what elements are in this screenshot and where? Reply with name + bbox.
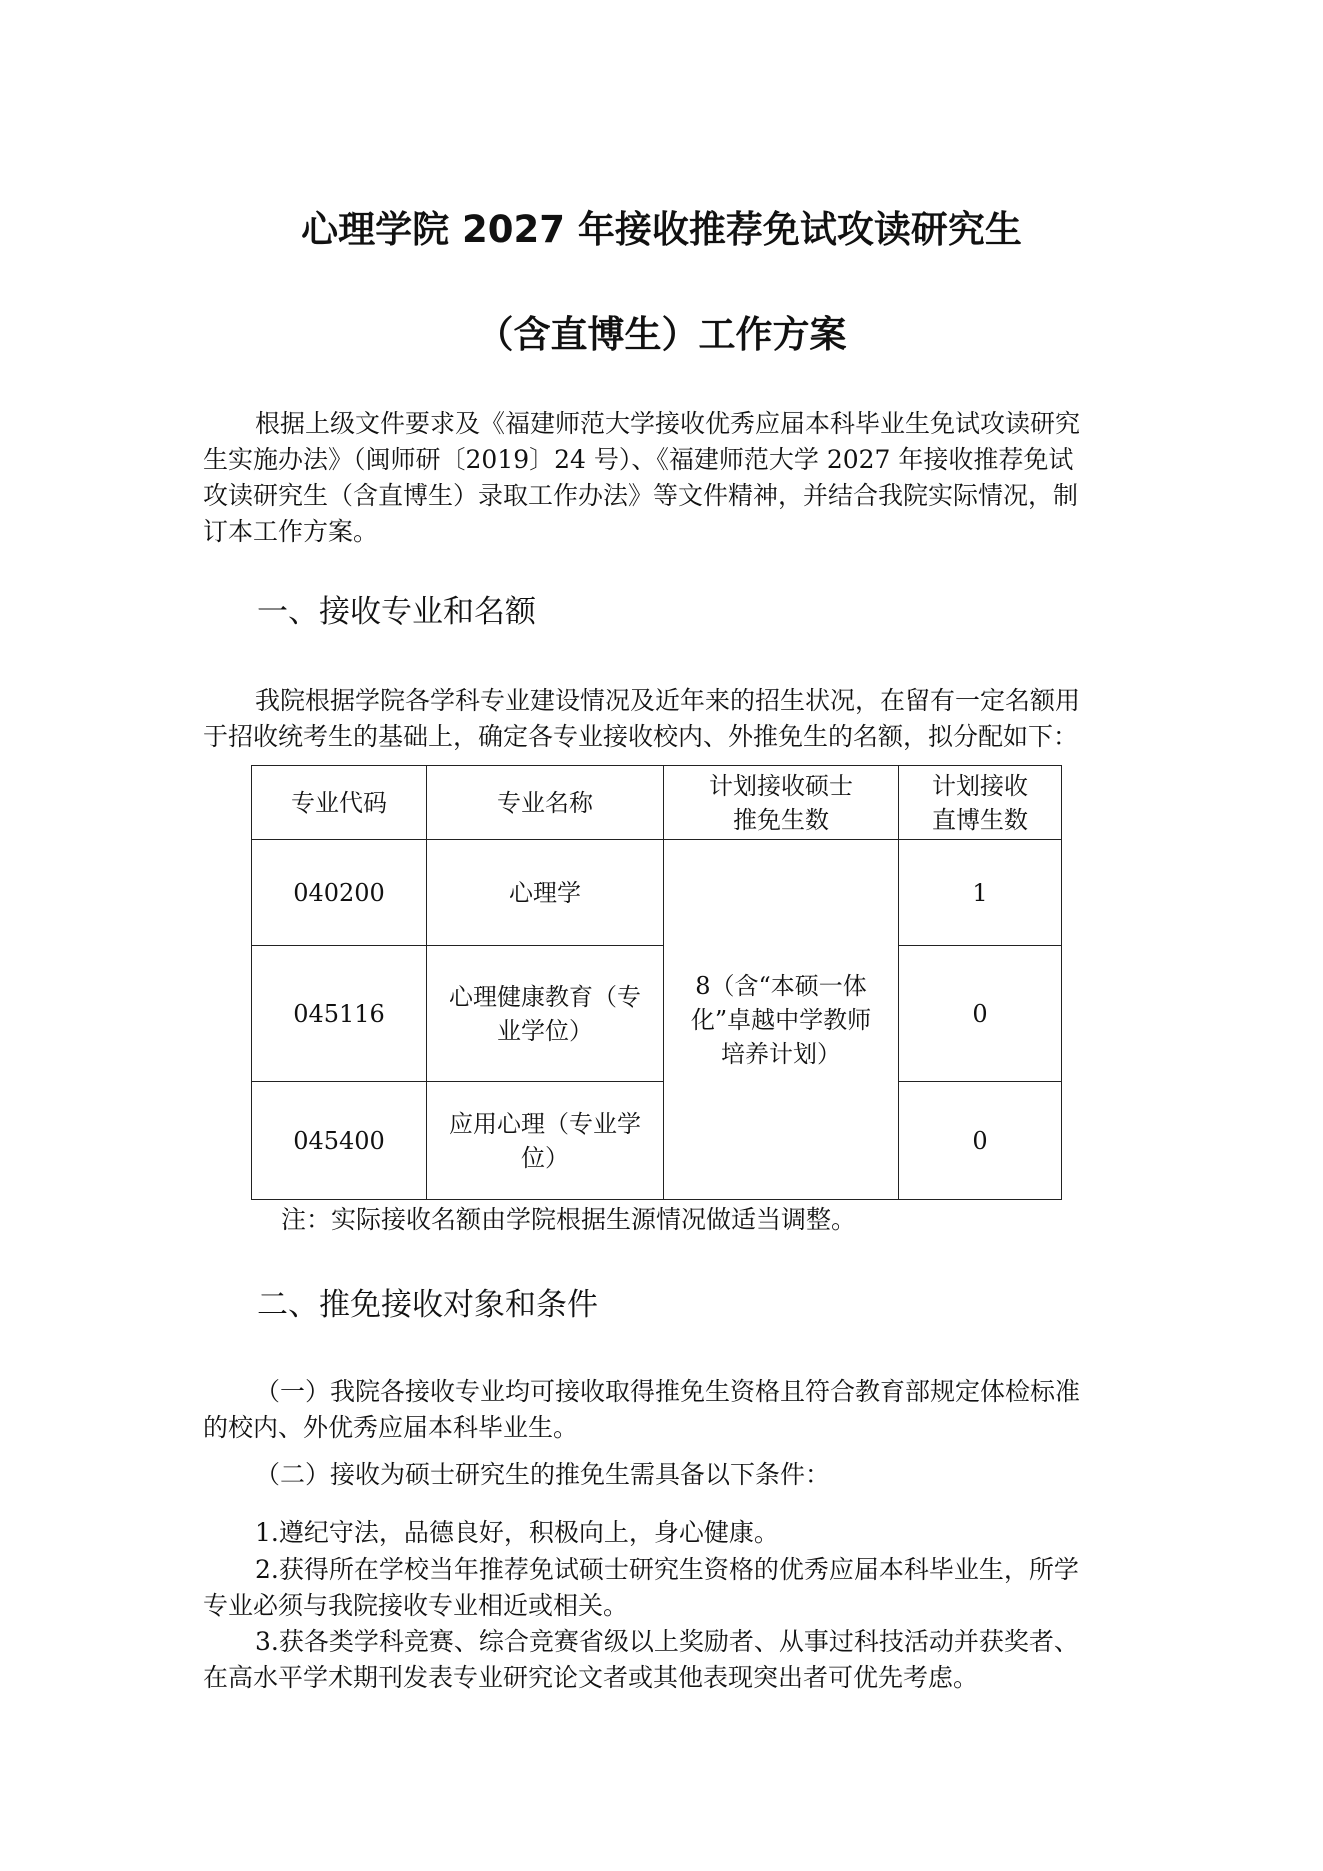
condition-line: 专业必须与我院接收专业相近或相关。: [203, 1591, 629, 1620]
cell-code: 045400: [252, 1082, 427, 1200]
doc-title-line1: 心理学院 2027 年接收推荐免试攻读研究生: [301, 208, 1022, 251]
condition-line: 在高水平学术期刊发表专业研究论文者或其他表现突出者可优先考虑。: [203, 1663, 979, 1692]
cell-name-line: 业学位）: [497, 1016, 593, 1045]
section2-heading: 二、推免接收对象和条件: [257, 1287, 598, 1323]
intro-line: 生实施办法》（闽师研〔2019〕24 号）、《福建师范大学 2027 年接收推荐免试: [203, 445, 1074, 474]
intro-paragraph: [203, 406, 1127, 550]
header-text: 专业名称: [497, 788, 593, 817]
merged-line: 培养计划）: [721, 1039, 841, 1068]
cell-code: 045116: [252, 946, 427, 1082]
doc-title-line2: （含直博生）工作方案: [476, 313, 847, 356]
cell-name-line: 位）: [521, 1143, 569, 1172]
cell-phd: 0: [899, 946, 1062, 1082]
s2-paragraph-2: [203, 1457, 1127, 1493]
section1-line: 于招收统考生的基础上，确定各专业接收校内、外推免生的名额，拟分配如下：: [203, 722, 1079, 751]
merged-line: 8（含“本硕一体: [695, 971, 867, 1000]
header-master-quota: [664, 766, 899, 840]
s2-line: 的校内、外优秀应届本科毕业生。: [203, 1413, 579, 1442]
cell-name-line: 应用心理（专业学: [449, 1109, 641, 1138]
cell-name: [427, 946, 664, 1082]
s2-line: （一）我院各接收专业均可接收取得推免生资格且符合教育部规定体检标准: [255, 1377, 1081, 1406]
intro-line: 根据上级文件要求及《福建师范大学接收优秀应届本科毕业生免试攻读研究: [255, 409, 1081, 438]
cell-name-line: 心理健康教育（专: [449, 982, 641, 1011]
s2-line: （二）接收为硕士研究生的推免生需具备以下条件：: [255, 1460, 831, 1489]
section1-line: 我院根据学院各学科专业建设情况及近年来的招生状况，在留有一定名额用: [255, 686, 1081, 715]
merged-line: 化”卓越中学教师: [690, 1005, 872, 1034]
s2-paragraph-1: [203, 1374, 1127, 1446]
condition-line: 2.获得所在学校当年推荐免试硕士研究生资格的优秀应届本科毕业生，所学: [255, 1555, 1079, 1584]
condition-line: 3.获各类学科竞赛、综合竞赛省级以上奖励者、从事过科技活动并获奖者、: [255, 1627, 1079, 1656]
table-header-row: [252, 766, 1062, 840]
condition-3: [203, 1624, 1127, 1696]
intro-line: 订本工作方案。: [203, 517, 379, 546]
header-code: [252, 766, 427, 840]
cell-phd: 1: [899, 840, 1062, 946]
cell-name: [427, 840, 664, 946]
table-row: [252, 1082, 1062, 1200]
condition-2: [203, 1552, 1127, 1624]
table-row: [252, 840, 1062, 946]
table-note: 注：实际接收名额由学院根据生源情况做适当调整。: [281, 1205, 857, 1234]
header-phd-quota: [899, 766, 1062, 840]
cell-master-quota-merged: [664, 840, 899, 1200]
condition-line: 1.遵纪守法，品德良好，积极向上，身心健康。: [255, 1518, 779, 1547]
header-text: 推免生数: [733, 805, 829, 834]
section1-heading: 一、接收专业和名额: [257, 594, 536, 630]
condition-1: [203, 1515, 1127, 1551]
cell-name-line: 心理学: [509, 878, 581, 907]
cell-code: 040200: [252, 840, 427, 946]
intro-line: 攻读研究生（含直博生）录取工作办法》等文件精神，并结合我院实际情况，制: [203, 481, 1079, 510]
cell-name: [427, 1082, 664, 1200]
header-text: 计划接收硕士: [709, 771, 853, 800]
section1-paragraph: [203, 683, 1127, 755]
header-text: 专业代码: [291, 788, 387, 817]
cell-phd: 0: [899, 1082, 1062, 1200]
quota-table: [251, 765, 1062, 1200]
header-text: 直博生数: [932, 805, 1028, 834]
table-row: [252, 946, 1062, 1082]
header-text: 计划接收: [932, 771, 1028, 800]
header-name: [427, 766, 664, 840]
